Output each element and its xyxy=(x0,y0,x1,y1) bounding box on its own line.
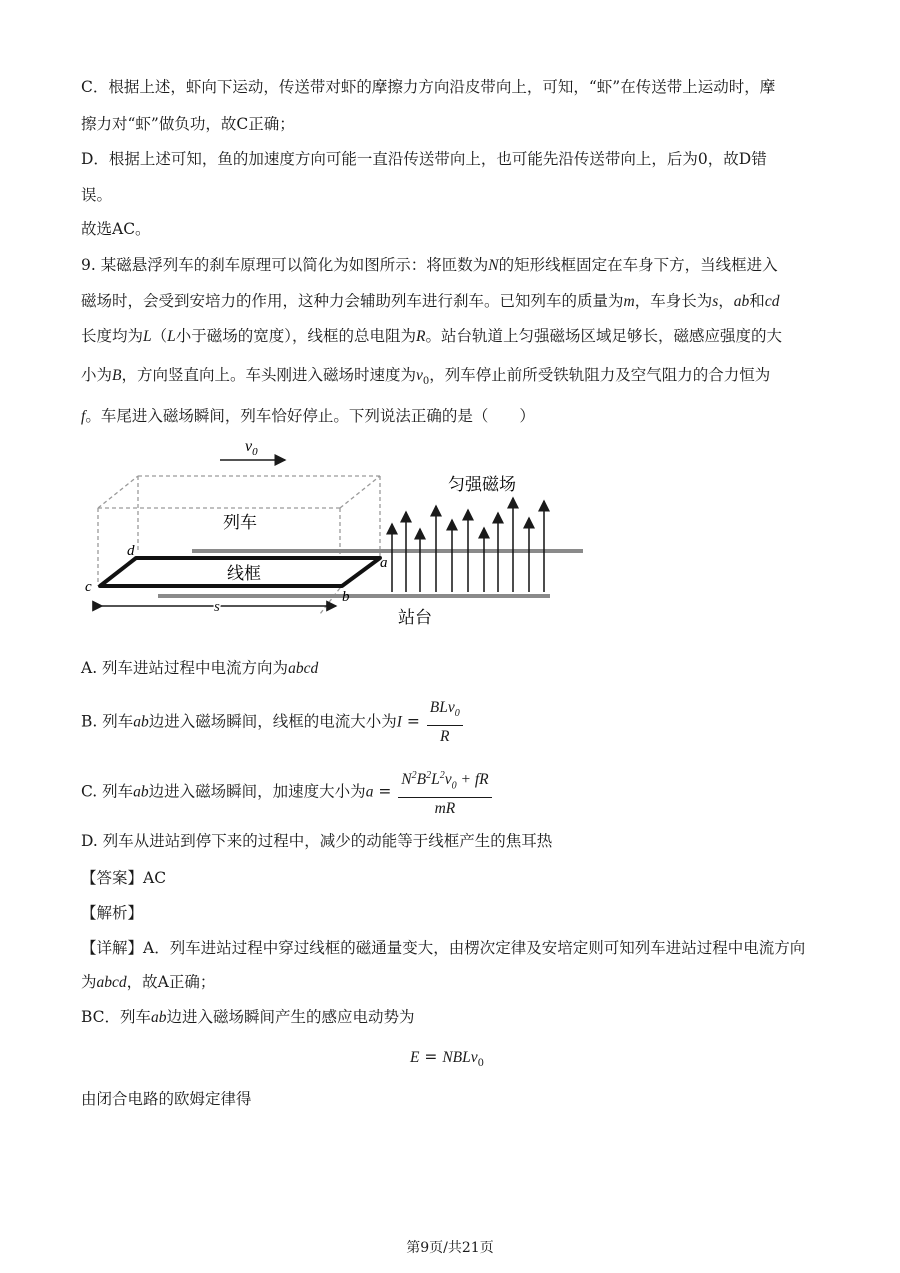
option-d: D. 列车从进站到停下来的过程中，减少的动能等于线框产生的焦耳热 xyxy=(81,832,553,850)
equals-sign: = xyxy=(401,712,425,731)
frac-term: L xyxy=(431,771,440,789)
frac-sub: 0 xyxy=(451,780,457,792)
question-number: 9. xyxy=(81,256,96,274)
q-text: 的矩形线框固定在车身下方，当线框进入 xyxy=(498,256,778,274)
var-b: B xyxy=(112,367,122,384)
frac-numerator: BLv xyxy=(429,699,455,716)
q-text: 某磁悬浮列车的刹车原理可以简化为如图所示：将匝数为 xyxy=(100,256,489,274)
emf-rhs: NBLv xyxy=(442,1049,478,1066)
question-line-5 xyxy=(81,405,535,428)
q-text: 和 xyxy=(749,292,765,310)
var-m: m xyxy=(623,293,635,310)
frac-term: B xyxy=(416,771,427,789)
var-r: R xyxy=(416,328,426,345)
analysis-label: 【解析】 xyxy=(81,904,144,922)
option-d-line1: D．根据上述可知，鱼的加速度方向可能一直沿传送带向上，也可能先沿传送带向上，后为0，故D错 xyxy=(81,150,767,168)
option-c-text: C. 列车 xyxy=(81,782,134,801)
option-c-line2: 擦力对“虾”做负功，故C正确； xyxy=(81,115,295,133)
var-ab: ab xyxy=(133,713,149,731)
acceleration-fraction xyxy=(398,766,491,819)
frac-term: v xyxy=(444,771,452,789)
emf-sub: 0 xyxy=(477,1058,484,1070)
var-ab: ab xyxy=(133,783,149,801)
detail-text: BC．列车 xyxy=(81,1008,152,1026)
option-c-text: 边进入磁场瞬间，加速度大小为 xyxy=(148,782,366,801)
q-text: 。车尾进入磁场瞬间，列车恰好停止。下列说法正确的是（ ） xyxy=(85,407,535,425)
corner-b-label: b xyxy=(342,589,350,605)
equals-sign: = xyxy=(373,782,397,801)
bc-line xyxy=(81,1006,415,1029)
detail-text: 边进入磁场瞬间产生的感应电动势为 xyxy=(166,1008,415,1026)
option-d-line2: 误。 xyxy=(81,186,113,204)
q-text: 小于磁场的宽度），线框的总电阻为 xyxy=(175,327,417,345)
var-n: N xyxy=(488,257,499,274)
train-box xyxy=(98,476,380,614)
frac-sup: 2 xyxy=(411,770,417,781)
current-fraction xyxy=(427,698,463,747)
detail-line-1: 【详解】A．列车进站过程中穿过线框的磁通量变大，由楞次定律及安培定则可知列车进站过程中电流方向 xyxy=(81,939,806,957)
prev-conclusion: 故选AC。 xyxy=(81,220,151,238)
question-line-4 xyxy=(81,364,770,393)
var-e: E xyxy=(410,1049,420,1066)
frame-label: 线框 xyxy=(227,564,261,584)
var-l: L xyxy=(143,328,152,345)
option-a xyxy=(81,657,318,680)
ohm-line: 由闭合电路的欧姆定律得 xyxy=(81,1090,252,1108)
q-text: ，方向竖直向上。车头刚进入磁场时速度为 xyxy=(121,366,416,384)
page-footer: 第9页/共21页 xyxy=(406,1240,494,1256)
detail-text: ，故A正确； xyxy=(126,973,216,991)
frac-sub: 0 xyxy=(454,708,460,720)
option-c xyxy=(81,766,494,819)
var-v0-sub: 0 xyxy=(422,376,430,388)
option-a-text: A. 列车进站过程中电流方向为 xyxy=(81,659,289,677)
q-text: ，车身长为 xyxy=(634,292,713,310)
var-i: I xyxy=(396,713,402,731)
station-label: 站台 xyxy=(398,608,432,628)
train-label: 列车 xyxy=(223,513,257,533)
equals-sign: = xyxy=(419,1048,443,1066)
q-text: 小为 xyxy=(81,366,113,384)
var-v0: v xyxy=(416,367,423,384)
frac-term: + fR xyxy=(456,771,489,789)
field-arrows xyxy=(392,498,544,592)
q-text: 磁场时，会受到安培力的作用，这种力会辅助列车进行刹车。已知列车的质量为 xyxy=(81,292,624,310)
frac-term: N xyxy=(401,771,412,789)
q-text: 。站台轨道上匀强磁场区域足够长，磁感应强度的大 xyxy=(425,327,783,345)
var-ab: ab xyxy=(733,293,750,310)
velocity-label: $v_0$ xyxy=(245,438,258,458)
var-abcd: abcd xyxy=(288,660,319,677)
question-line-2 xyxy=(81,290,779,313)
frac-sup: 2 xyxy=(426,770,432,781)
var-l: L xyxy=(167,328,176,345)
corner-a-label: a xyxy=(380,555,388,571)
q-text: ， xyxy=(718,292,734,310)
question-line-1 xyxy=(81,254,778,277)
emf-equation xyxy=(410,1046,484,1075)
var-s: s xyxy=(712,293,719,310)
frac-sup: 2 xyxy=(439,770,445,781)
q-text: 长度均为 xyxy=(81,327,144,345)
var-f: f xyxy=(81,408,86,425)
option-b xyxy=(81,698,465,747)
detail-line-2 xyxy=(81,971,215,994)
var-ab: ab xyxy=(151,1009,167,1026)
length-label: s xyxy=(214,599,220,615)
corner-d-label: d xyxy=(127,543,135,559)
option-c-line1: C．根据上述，虾向下运动，传送带对虾的摩擦力方向沿皮带向上，可知，“虾”在传送带上运动时，摩 xyxy=(81,78,776,96)
var-cd: cd xyxy=(764,293,780,310)
frac-denominator: R xyxy=(440,728,450,746)
var-abcd: abcd xyxy=(96,974,127,991)
question-line-3 xyxy=(81,325,782,348)
frac-denominator: mR xyxy=(434,800,456,818)
q-text: （ xyxy=(151,327,168,345)
maglev-diagram xyxy=(80,436,600,646)
corner-c-label: c xyxy=(85,579,92,595)
var-a: a xyxy=(365,783,374,801)
detail-text: 为 xyxy=(81,973,97,991)
q-text: ，列车停止前所受铁轨阻力及空气阻力的合力恒为 xyxy=(429,366,771,384)
answer-line: 【答案】AC xyxy=(81,869,167,887)
field-label: 匀强磁场 xyxy=(448,475,516,495)
option-b-text: 边进入磁场瞬间，线框的电流大小为 xyxy=(148,712,397,731)
option-b-text: B. 列车 xyxy=(81,712,134,731)
